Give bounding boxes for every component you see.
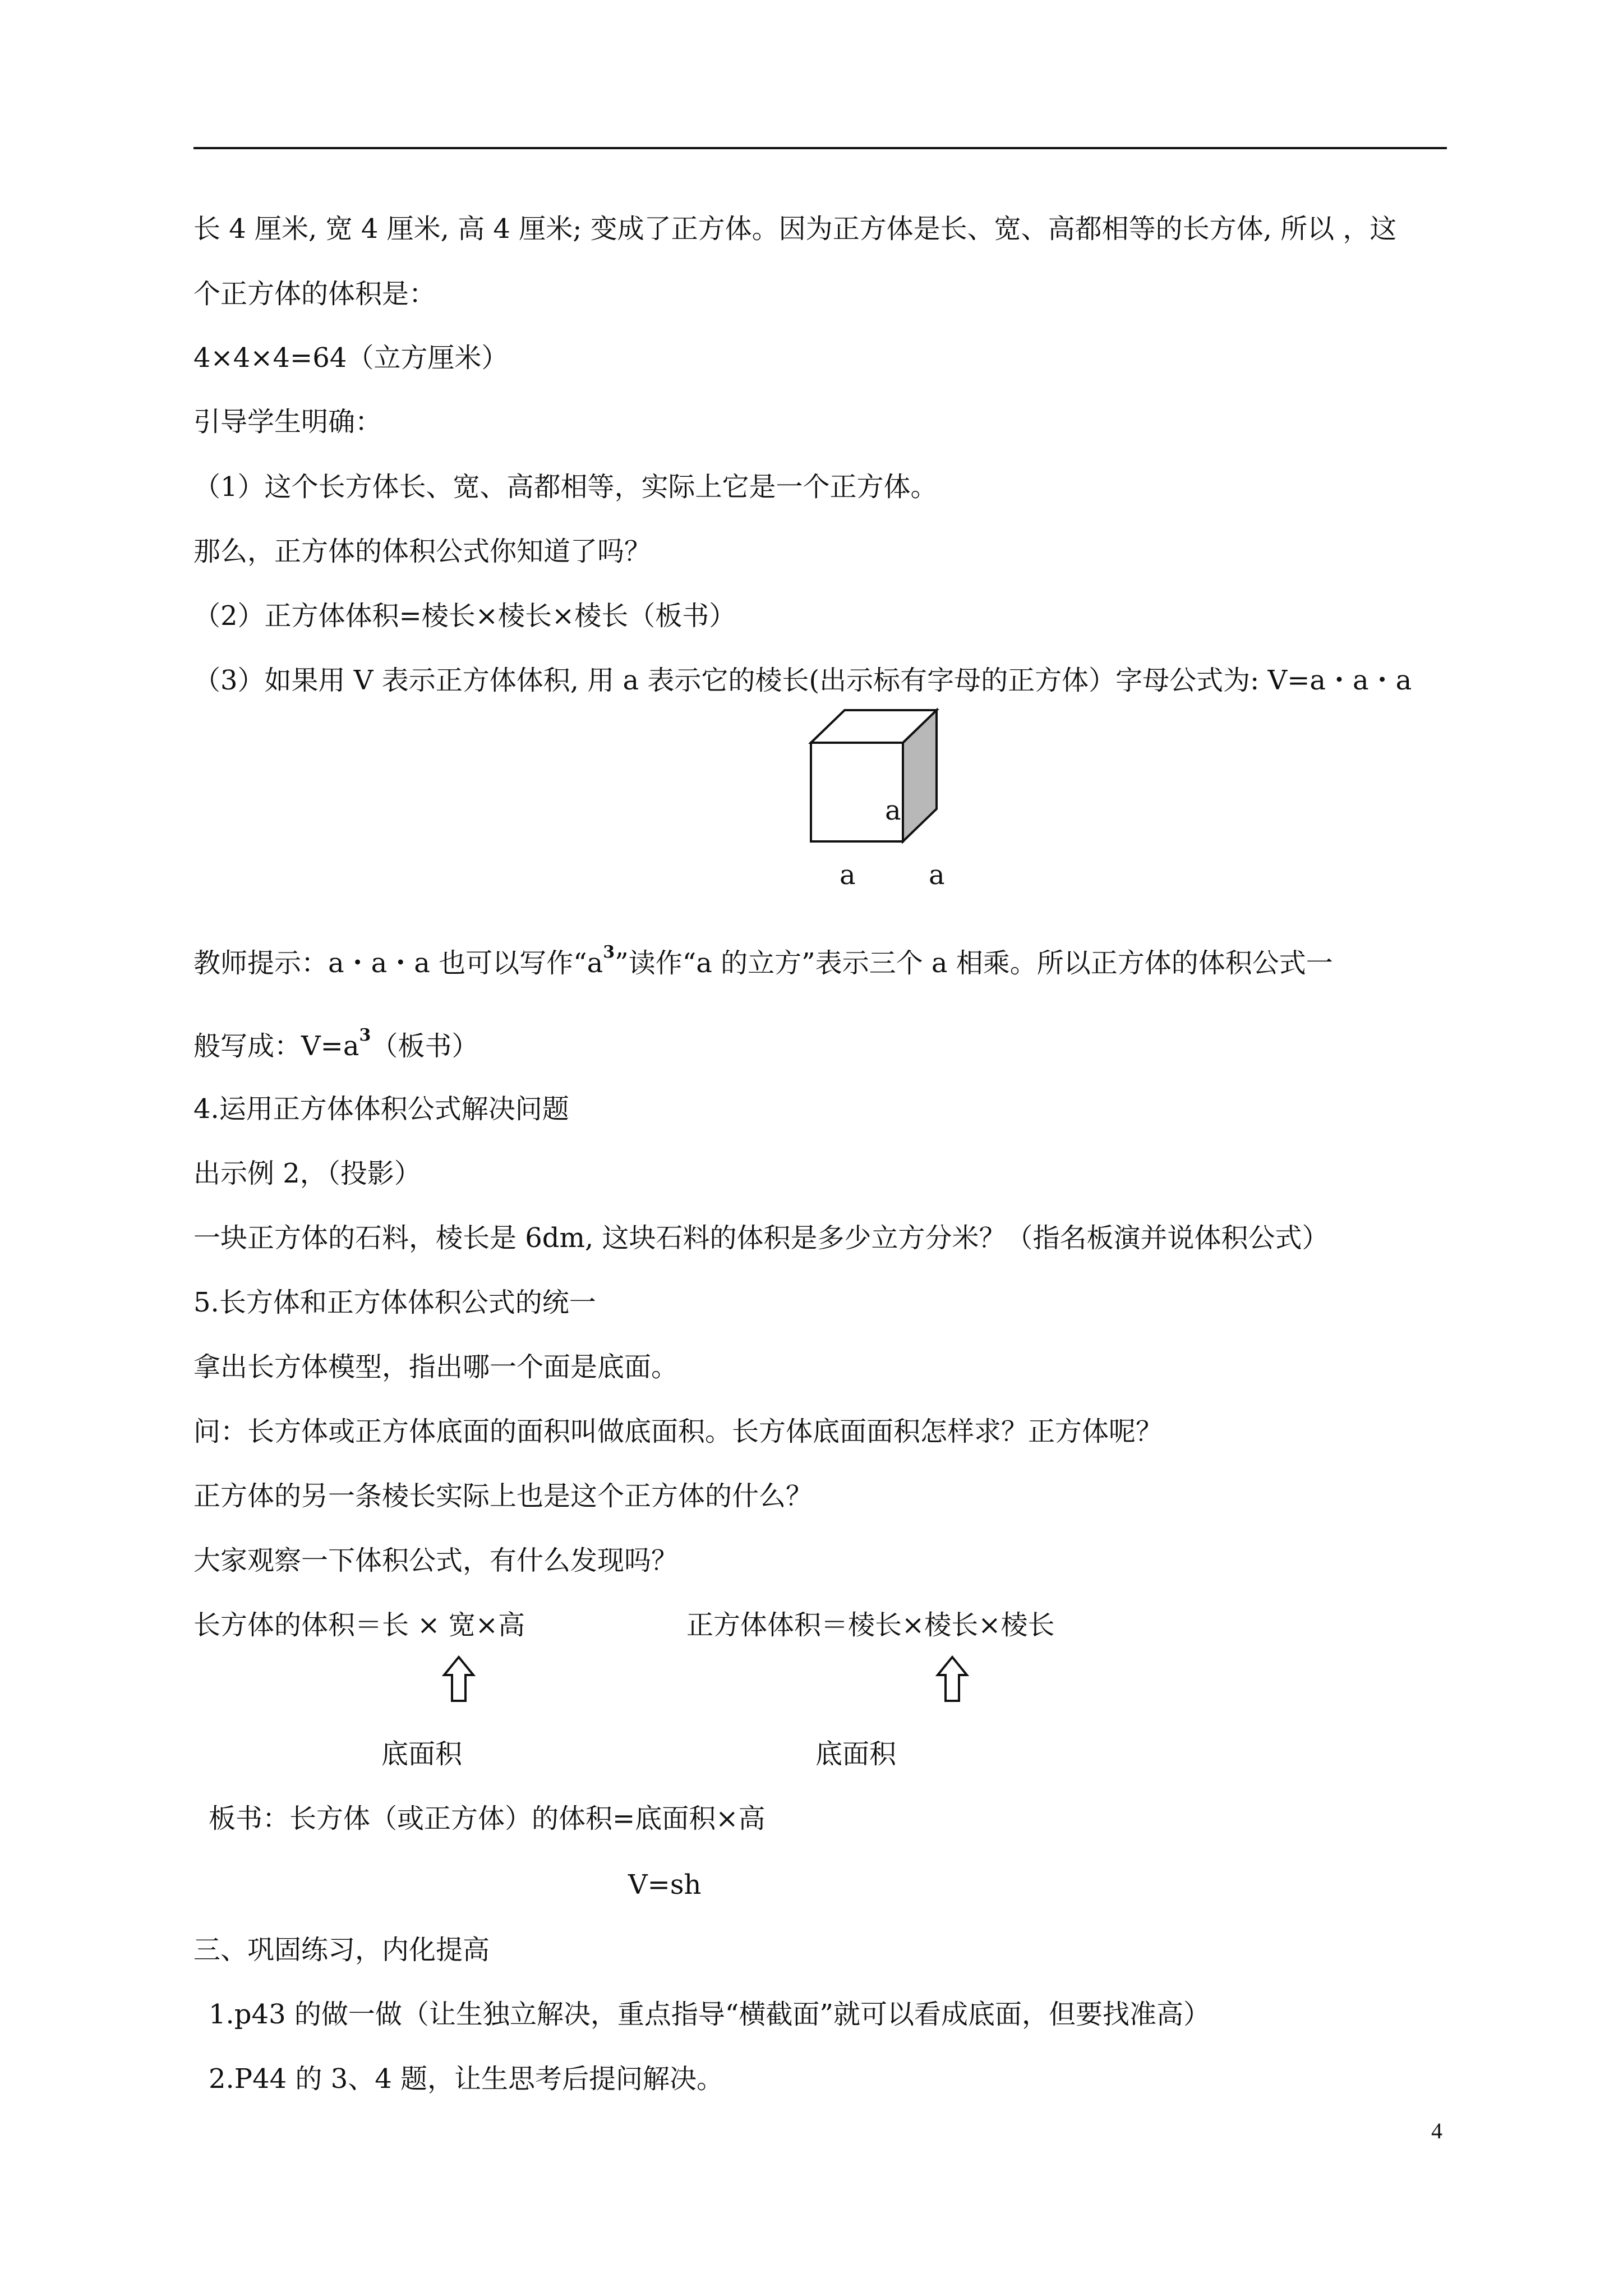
- text-line-1: 长 4 厘米, 宽 4 厘米, 高 4 厘米; 变成了正方体。因为正方体是长、宽、高都相等的长方体, 所以 ，这: [193, 213, 1397, 245]
- cube-side-label: a: [885, 795, 901, 826]
- up-arrow-icon: [442, 1656, 476, 1702]
- text-line-question: 那么，正方体的体积公式你知道了吗？: [193, 536, 652, 567]
- text-line-point-2: （2）正方体体积=棱长×棱长×棱长（板书）: [193, 600, 736, 632]
- exponent: 3: [603, 942, 615, 962]
- text-line-2: 个正方体的体积是：: [193, 278, 436, 310]
- general-formula-part-1: 般写成：V=a: [193, 1030, 359, 1062]
- formula-cube-volume-example: 4×4×4=64（立方厘米）: [193, 342, 509, 374]
- cube-bottom-label-1: a: [840, 859, 856, 891]
- text-line-teacher-tip: [193, 936, 1333, 980]
- base-area-label-left: 底面积: [381, 1738, 463, 1770]
- text-line-edge-question: 正方体的另一条棱长实际上也是这个正方体的什么？: [193, 1480, 813, 1512]
- text-line-model: 拿出长方体模型，指出哪一个面是底面。: [193, 1351, 679, 1383]
- up-arrow-icon: [935, 1656, 969, 1702]
- cuboid-volume-formula: 长方体的体积＝长 × 宽×高: [193, 1609, 525, 1641]
- section-heading-4: 4.运用正方体体积公式解决问题: [193, 1093, 569, 1125]
- exercise-item-2: 2.P44 的 3、4 题，让生思考后提问解决。: [209, 2063, 724, 2095]
- base-area-label-right: 底面积: [815, 1738, 897, 1770]
- section-heading-3: 三、巩固练习，内化提高: [193, 1934, 490, 1966]
- general-formula-part-2: （板书）: [371, 1030, 479, 1062]
- text-line-point-1: （1）这个长方体长、宽、高都相等，实际上它是一个正方体。: [193, 471, 938, 503]
- cube-bottom-label-2: a: [929, 859, 945, 891]
- section-heading-5: 5.长方体和正方体体积公式的统一: [193, 1287, 596, 1318]
- exponent: 3: [359, 1025, 371, 1045]
- cube-figure: [808, 708, 942, 848]
- text-line-point-3: （3）如果用 V 表示正方体体积, 用 a 表示它的棱长(出示标有字母的正方体）字母公式为: V=a・a・a: [193, 665, 1412, 696]
- teacher-tip-part-1: 教师提示：a・a・a 也可以写作“a: [193, 947, 603, 979]
- text-line-example-2: 出示例 2，（投影）: [193, 1158, 421, 1189]
- text-line-observe: 大家观察一下体积公式，有什么发现吗？: [193, 1545, 679, 1576]
- text-line-guide: 引导学生明确：: [193, 406, 382, 438]
- text-line-general-formula: [193, 1019, 478, 1063]
- text-line-base-area-question: 问：长方体或正方体底面的面积叫做底面积。长方体底面面积怎样求？正方体呢？: [193, 1416, 1163, 1447]
- teacher-tip-part-2: ”读作“a 的立方”表示三个 a 相乘。所以正方体的体积公式一: [615, 947, 1333, 979]
- page-number: 4: [1431, 2118, 1442, 2143]
- board-formula: 板书：长方体（或正方体）的体积=底面积×高: [209, 1803, 766, 1834]
- exercise-item-1: 1.p43 的做一做（让生独立解决，重点指导“横截面”就可以看成底面，但要找准高）: [209, 1999, 1210, 2030]
- header-rule: [193, 147, 1447, 149]
- formula-v-sh: V=sh: [628, 1869, 702, 1901]
- cube-volume-formula: 正方体体积＝棱长×棱长×棱长: [686, 1609, 1055, 1641]
- text-line-stone-problem: 一块正方体的石料，棱长是 6dm, 这块石料的体积是多少立方分米？（指名板演并说体积公式）: [193, 1222, 1329, 1254]
